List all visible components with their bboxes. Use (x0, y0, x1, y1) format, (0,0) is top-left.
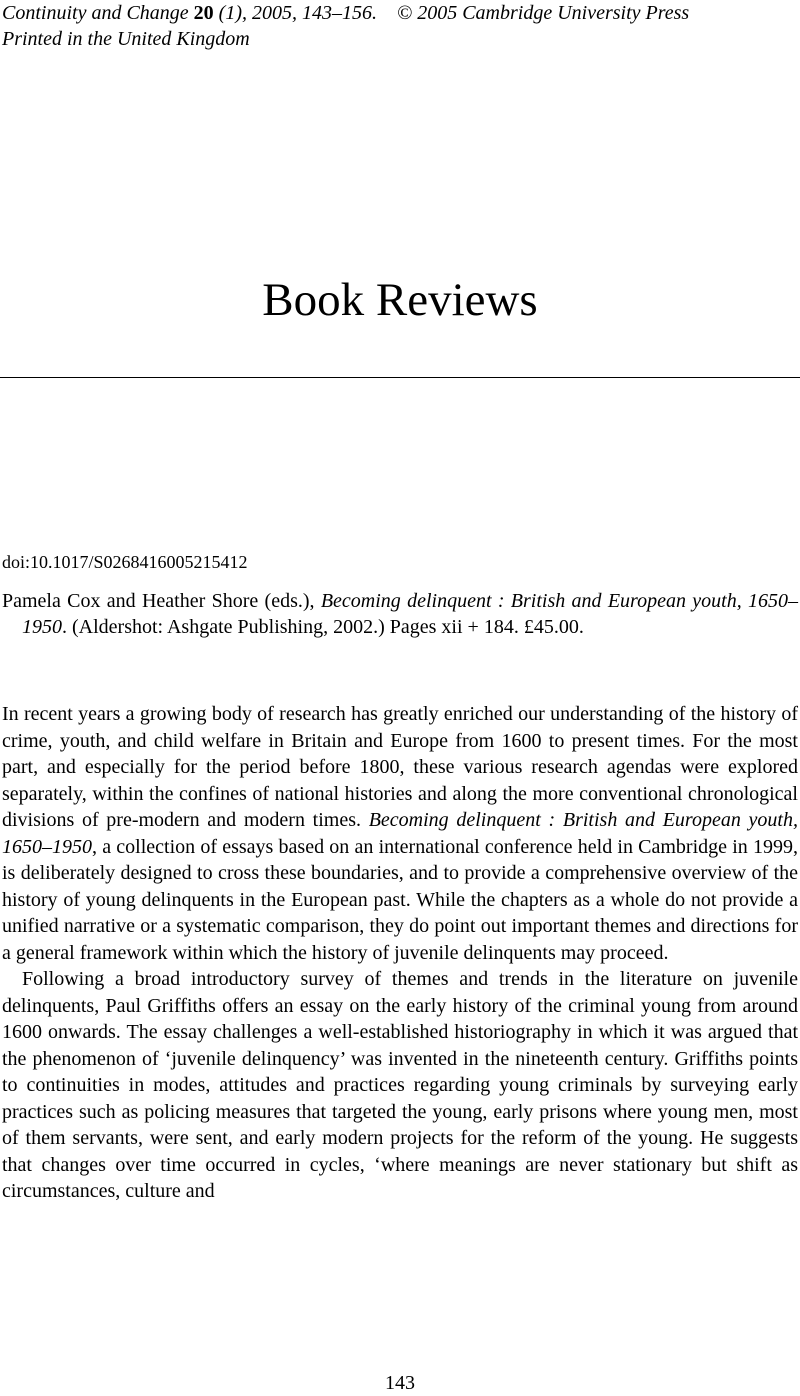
title-divider (0, 377, 800, 378)
paragraph-1 (2, 701, 798, 966)
citation-details: . (Aldershot: Ashgate Publishing, 2002.) Pages xii + 184. £45.00. (62, 616, 584, 638)
running-header (2, 0, 689, 52)
page-title: Book Reviews (262, 274, 538, 326)
doi-link[interactable]: doi:10.1017/S0268416005215412 (2, 552, 248, 572)
journal-name: Continuity and Change (2, 2, 189, 24)
journal-issue: (1), 2005, 143–156. (213, 2, 377, 24)
printed-line: Printed in the United Kingdom (2, 28, 250, 50)
paragraph-2: Following a broad introductory survey of themes and trends in the literature on juvenile delinquents, Paul Griffiths offers an essay on the early history of the criminal young from around 1600 onwards. The essay challenges a well-established historiography in which it was argued that the phenomenon of ‘juvenile delinquency’ was invented in the nineteenth century. Griffiths points to continuities in modes, attitudes and practices regarding young criminals by surveying early practices such as policing measures that targeted the young, early prisons where young men, most of them servants, were sent, and early modern projects for the reform of the young. He suggests that changes over time occurred in cycles, ‘where meanings are never stationary but shift as circumstances, culture and (2, 968, 798, 1202)
journal-line (2, 0, 689, 26)
book-citation (2, 588, 798, 640)
copyright-notice: © 2005 Cambridge University Press (397, 2, 690, 24)
journal-volume: 20 (193, 2, 214, 24)
review-body (2, 701, 798, 1205)
citation-authors: Pamela Cox and Heather Shore (eds.), (2, 590, 321, 612)
paragraph-1-text: In recent years a growing body of research has greatly enriched our understanding of the history of crime, youth, and child welfare in Britain and Europe from 1600 to present times. For the most part, and especially for the period before 1800, these various research agendas were explored separately, within the confines of national histories and along the more conventional chronological divisions of pre-modern and modern times. (2, 703, 798, 831)
paragraph-1-book-title: Becoming delinquent : British and European youth, 1650–1950 (2, 809, 798, 858)
citation-book-title: Becoming delinquent : British and European youth, 1650–1950 (22, 590, 799, 638)
page-number: 143 (385, 1372, 415, 1394)
paragraph-1-text-cont: , a collection of essays based on an international conference held in Cambridge in 1999, is deliberately designed to cross these boundaries, and to provide a comprehensive overview of the history of young delinquents in the European past. While the chapters as a whole do not provide a unified narrative or a systematic comparison, they do point out important themes and directions for a general framework within which the history of juvenile delinquents may proceed. (2, 835, 798, 964)
